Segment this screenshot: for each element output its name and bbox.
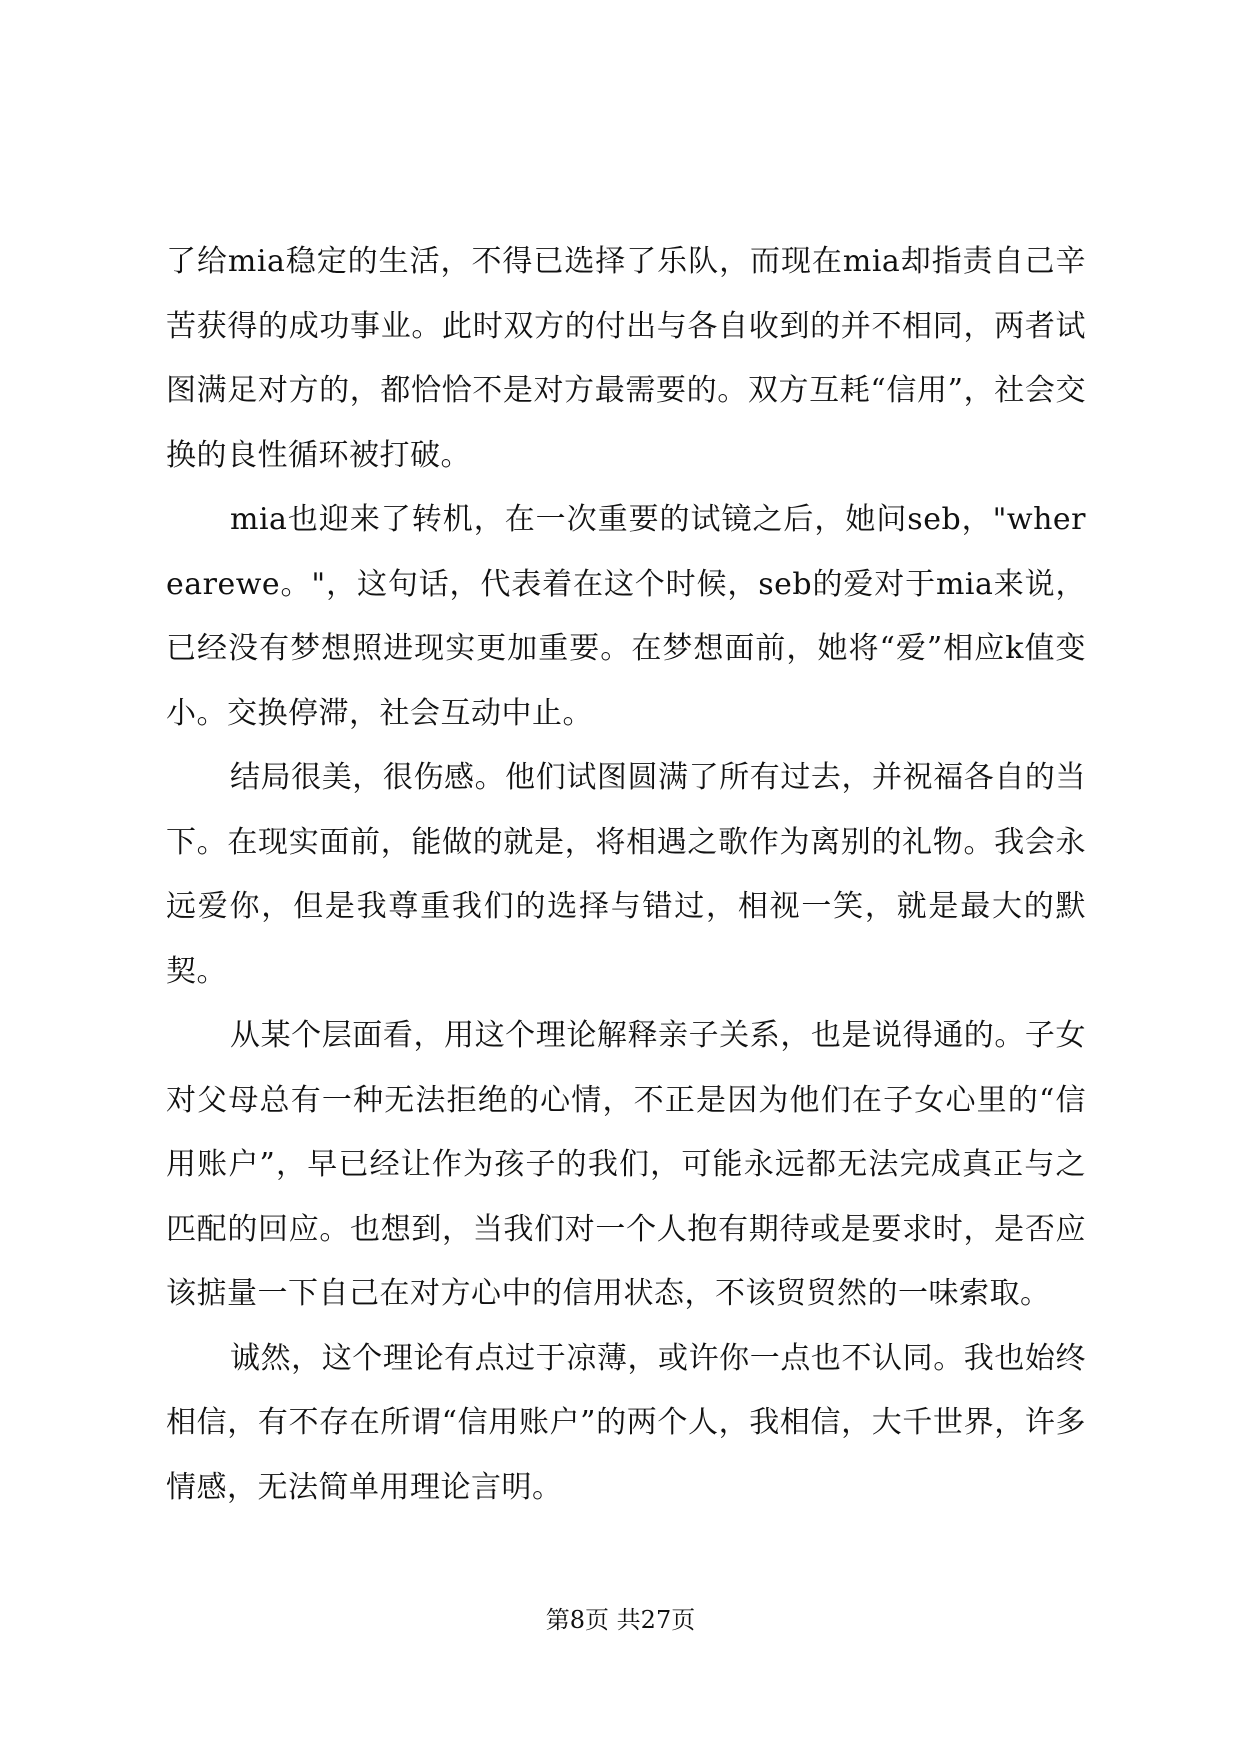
paragraph-conclusion: 诚然，这个理论有点过于凉薄，或许你一点也不认同。我也始终相信，有不存在所谓“信用账户”的两个人，我相信，大千世界，许多情感，无法简单用理论言明。	[166, 1340, 1086, 1505]
paragraph-mia-turning-point: mia也迎来了转机，在一次重要的试镜之后，她问seb，"wherearewe。"，这句话，代表着在这个时候，seb的爱对于mia来说，已经没有梦想照进现实更加重要。在梦想面前，她将“爱”相应k值变小。交换停滞，社会互动中止。	[166, 502, 1086, 731]
paragraph-parent-child: 从某个层面看，用这个理论解释亲子关系，也是说得通的。子女对父母总有一种无法拒绝的心情，不正是因为他们在子女心里的“信用账户”，早已经让作为孩子的我们，可能永远都无法完成真正与之匹配的回应。也想到，当我们对一个人抱有期待或是要求时，是否应该掂量一下自己在对方心中的信用状态，不该贸贸然的一味索取。	[166, 1018, 1086, 1311]
paragraph-continued: 了给mia稳定的生活，不得已选择了乐队，而现在mia却指责自己辛苦获得的成功事业。此时双方的付出与各自收到的并不相同，两者试图满足对方的，都恰恰不是对方最需要的。双方互耗“信用”，社会交换的良性循环被打破。	[166, 244, 1086, 473]
page-number-footer: 第8页 共27页	[545, 1606, 696, 1634]
paragraph-ending: 结局很美，很伤感。他们试图圆满了所有过去，并祝福各自的当下。在现实面前，能做的就是，将相遇之歌作为离别的礼物。我会永远爱你，但是我尊重我们的选择与错过，相视一笑，就是最大的默契。	[166, 760, 1086, 989]
document-body	[166, 230, 1086, 1520]
